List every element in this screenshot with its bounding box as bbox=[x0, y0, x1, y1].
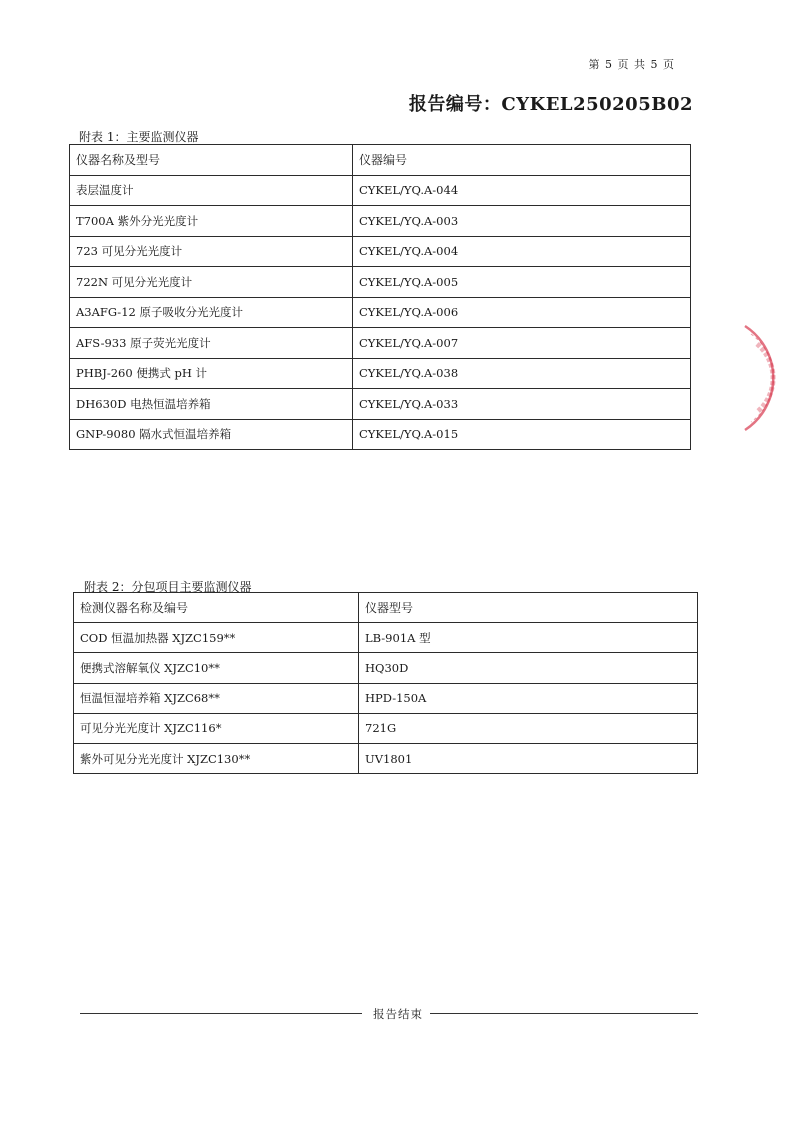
instrument-id-cell: CYKEL/YQ.A-003 bbox=[353, 206, 691, 237]
header-cell: 检测仪器名称及编号 bbox=[74, 593, 359, 623]
table-header-row bbox=[70, 145, 691, 176]
table1-caption: 附表 1：主要监测仪器 bbox=[79, 130, 199, 144]
report-number: 报告编号：CYKEL250205B02 bbox=[408, 94, 693, 115]
instrument-id-cell: CYKEL/YQ.A-038 bbox=[353, 358, 691, 389]
instrument-name-cell: 便携式溶解氧仪 XJZC10** bbox=[74, 653, 359, 683]
instrument-name-cell: 紫外可见分光光度计 XJZC130** bbox=[74, 743, 359, 773]
seal-inscription-texture bbox=[757, 344, 773, 412]
table-row bbox=[70, 206, 691, 237]
instrument-id-cell: CYKEL/YQ.A-044 bbox=[353, 175, 691, 206]
table-row bbox=[70, 328, 691, 359]
table-row bbox=[70, 358, 691, 389]
instrument-name-cell: COD 恒温加热器 XJZC159** bbox=[74, 623, 359, 653]
table2-caption: 附表 2：分包项目主要监测仪器 bbox=[84, 580, 252, 594]
table-row bbox=[74, 713, 698, 743]
header-cell: 仪器编号 bbox=[353, 145, 691, 176]
table-row bbox=[74, 653, 698, 683]
instrument-id-cell: CYKEL/YQ.A-004 bbox=[353, 236, 691, 267]
instrument-name-cell: 可见分光光度计 XJZC116* bbox=[74, 713, 359, 743]
instrument-id-cell: CYKEL/YQ.A-015 bbox=[353, 419, 691, 450]
instrument-name-cell: A3AFG-12 原子吸收分光光度计 bbox=[70, 297, 353, 328]
instrument-id-cell: CYKEL/YQ.A-033 bbox=[353, 389, 691, 420]
instrument-table-2 bbox=[73, 592, 698, 774]
instrument-model-cell: 721G bbox=[359, 713, 698, 743]
table-row bbox=[70, 389, 691, 420]
table-row bbox=[70, 175, 691, 206]
table-row bbox=[70, 419, 691, 450]
table-row bbox=[70, 236, 691, 267]
end-divider-left bbox=[80, 1013, 362, 1014]
end-divider-right bbox=[430, 1013, 698, 1014]
instrument-model-cell: HPD-150A bbox=[359, 683, 698, 713]
instrument-model-cell: HQ30D bbox=[359, 653, 698, 683]
instrument-id-cell: CYKEL/YQ.A-006 bbox=[353, 297, 691, 328]
instrument-model-cell: UV1801 bbox=[359, 743, 698, 773]
instrument-id-cell: CYKEL/YQ.A-005 bbox=[353, 267, 691, 298]
instrument-id-cell: CYKEL/YQ.A-007 bbox=[353, 328, 691, 359]
instrument-model-cell: LB-901A 型 bbox=[359, 623, 698, 653]
instrument-name-cell: 723 可见分光光度计 bbox=[70, 236, 353, 267]
table-header-row bbox=[74, 593, 698, 623]
table-row bbox=[70, 297, 691, 328]
page-number: 第 5 页 共 5 页 bbox=[588, 58, 675, 71]
instrument-name-cell: 722N 可见分光光度计 bbox=[70, 267, 353, 298]
table-row bbox=[74, 683, 698, 713]
partial-seal-stamp bbox=[739, 318, 793, 438]
table-row bbox=[74, 623, 698, 653]
report-end-marker bbox=[80, 1006, 698, 1020]
instrument-name-cell: GNP-9080 隔水式恒温培养箱 bbox=[70, 419, 353, 450]
instrument-name-cell: T700A 紫外分光光度计 bbox=[70, 206, 353, 237]
instrument-name-cell: AFS-933 原子荧光光度计 bbox=[70, 328, 353, 359]
instrument-name-cell: DH630D 电热恒温培养箱 bbox=[70, 389, 353, 420]
instrument-table-1 bbox=[69, 144, 691, 450]
instrument-name-cell: PHBJ-260 便携式 pH 计 bbox=[70, 358, 353, 389]
table-row bbox=[74, 743, 698, 773]
report-end-text: 报告结束 bbox=[373, 1007, 423, 1021]
table-row bbox=[70, 267, 691, 298]
header-cell: 仪器名称及型号 bbox=[70, 145, 353, 176]
instrument-name-cell: 恒温恒湿培养箱 XJZC68** bbox=[74, 683, 359, 713]
header-cell: 仪器型号 bbox=[359, 593, 698, 623]
instrument-name-cell: 表层温度计 bbox=[70, 175, 353, 206]
